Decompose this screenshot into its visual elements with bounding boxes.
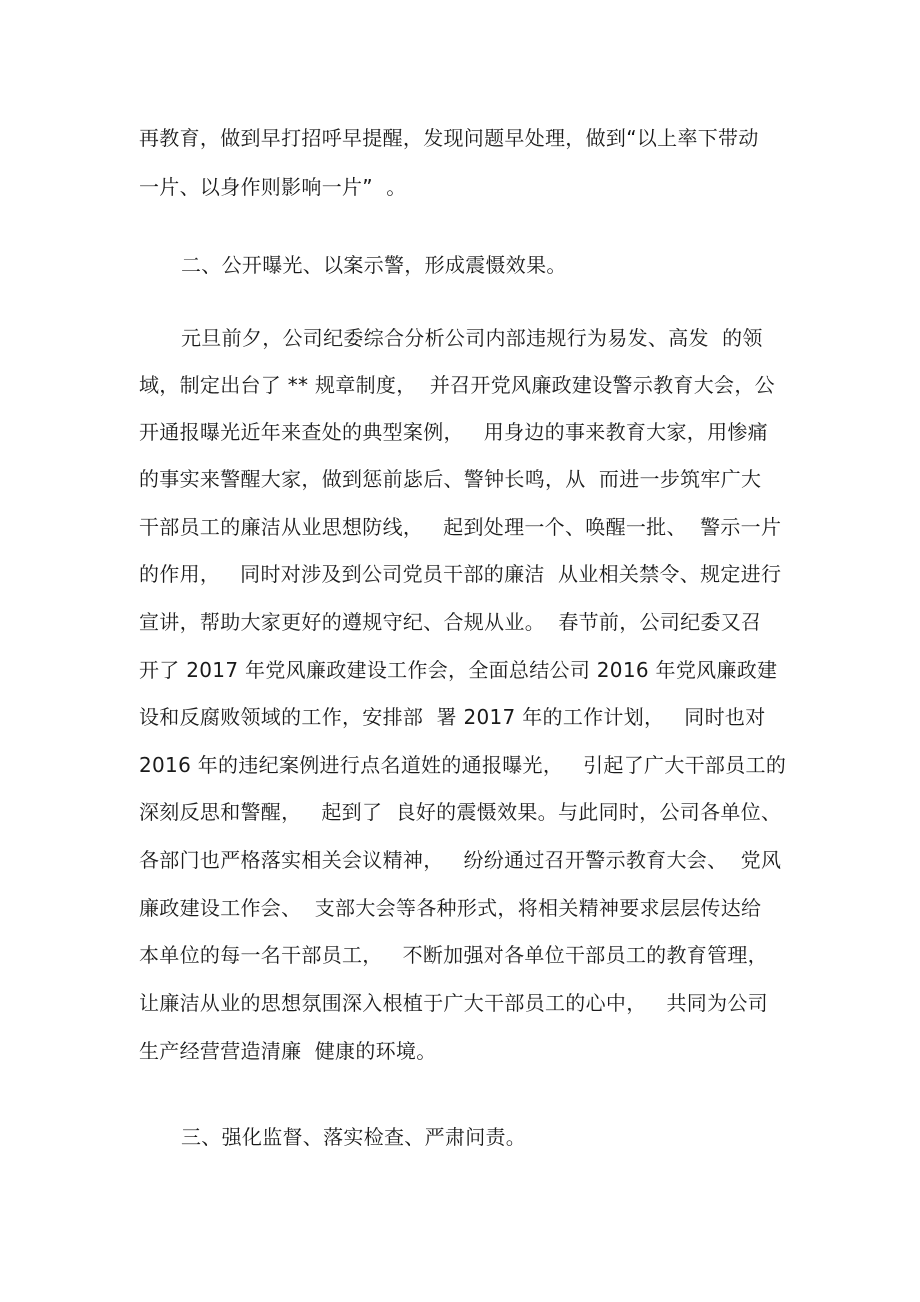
section-heading-3: 三、强化监督、落实检查、严肃问责。 (181, 1125, 527, 1149)
paragraph-line: 开通报曝光近年来查处的典型案例， 用身边的事来教育大家，用惨痛 (139, 420, 768, 444)
paragraph-line: 廉政建设工作会、 支部大会等各种形式，将相关精神要求层层传达给 (139, 896, 762, 920)
paragraph-line: 开了 2017 年党风廉政建设工作会，全面总结公司 2016 年党风廉政建 (139, 658, 778, 682)
paragraph-line: 让廉洁从业的思想氛围深入根植于广大干部员工的心中， 共同为公司 (139, 991, 768, 1015)
paragraph-line: 的作用， 同时对涉及到公司党员干部的廉洁 从业相关禁令、规定进行 (139, 562, 782, 586)
paragraph-line: 再教育，做到早打招呼早提醒，发现问题早处理，做到“以上率下带动 (139, 126, 759, 150)
section-heading-2: 二、公开曝光、以案示警，形成震慑效果。 (181, 253, 567, 277)
paragraph-line: 本单位的每一名干部员工， 不断加强对各单位干部员工的教育管理， (139, 943, 768, 967)
paragraph-line: 各部门也严格落实相关会议精神， 纷纷通过召开警示教育大会、 党风 (139, 848, 782, 872)
paragraph-line: 深刻反思和警醒， 起到了 良好的震慑效果。与此同时，公司各单位、 (139, 800, 782, 824)
paragraph-line: 一片、以身作则影响一片” 。 (139, 175, 407, 199)
paragraph-line: 宣讲，帮助大家更好的遵规守纪、合规从业。 春节前，公司纪委又召 (139, 610, 762, 634)
paragraph-line: 元旦前夕，公司纪委综合分析公司内部违规行为易发、高发 的领 (181, 326, 763, 350)
paragraph-line: 干部员工的廉洁从业思想防线， 起到处理一个、唤醒一批、 警示一片 (139, 515, 782, 539)
paragraph-line: 2016 年的违纪案例进行点名道姓的通报曝光， 引起了广大干部员工的 (139, 753, 787, 777)
paragraph-line: 域，制定出台了 ** 规章制度， 并召开党风廉政建设警示教育大会，公 (139, 373, 775, 397)
paragraph-line: 生产经营营造清廉 健康的环境。 (139, 1039, 437, 1063)
paragraph-line: 设和反腐败领域的工作，安排部 署 2017 年的工作计划， 同时也对 (139, 705, 766, 729)
paragraph-line: 的事实来警醒大家，做到惩前毖后、警钟长鸣，从 而进一步筑牢广大 (139, 467, 762, 491)
